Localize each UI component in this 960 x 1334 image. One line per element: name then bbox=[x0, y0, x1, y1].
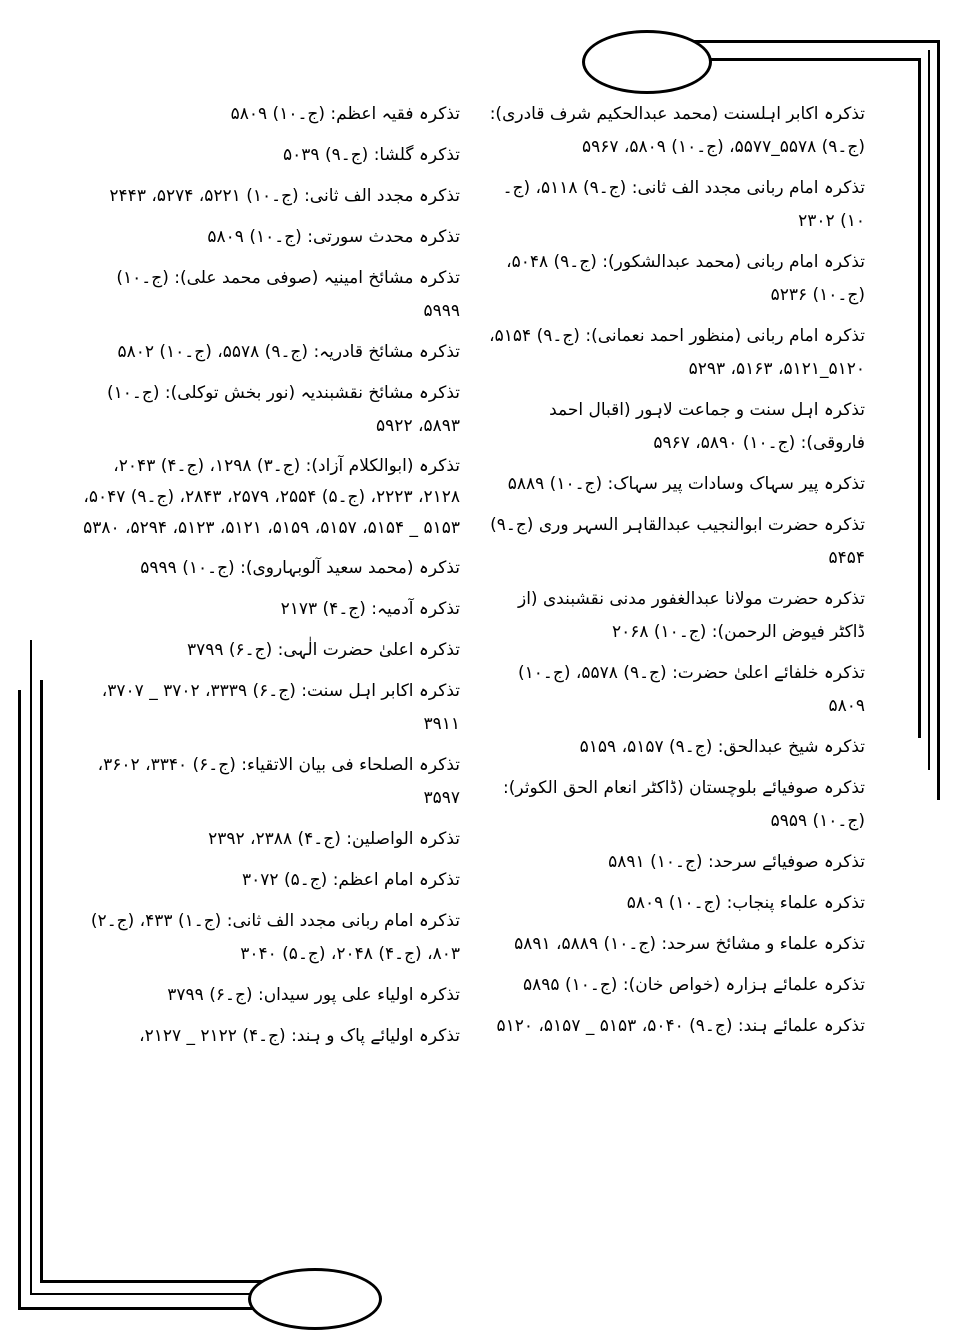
index-entry: تذکرہ مشائخ قادریہ: (ج۔۹) ۵۵۷۸، (ج۔۱۰) ۵۸۰۲ bbox=[117, 342, 460, 362]
index-entry: تذکرہ اعلیٰ حضرت الٰہی: (ج۔۶) ۳۷۹۹ bbox=[186, 640, 460, 660]
index-entry: تذکرہ مشائخ نقشبندیہ (نور بخش توکلی): (ج۔۱۰) ۵۸۹۳، ۵۹۲۲ bbox=[106, 383, 460, 436]
frame-bottom-line-inner bbox=[40, 1280, 265, 1283]
index-entry: تذکرہ شیخ عبدالحق: (ج۔۹) ۵۱۵۷، ۵۱۵۹ bbox=[579, 737, 865, 757]
index-entry: تذکرہ فقیہ اعظم: (ج۔۱۰) ۵۸۰۹ bbox=[230, 104, 460, 124]
index-entry: تذکرہ خلفائے اعلیٰ حضرت: (ج۔۹) ۵۵۷۸، (ج۔۱۰) ۵۸۰۹ bbox=[518, 663, 865, 716]
frame-right-line-mid bbox=[928, 50, 930, 770]
index-entry: تذکرہ (محمد سعید آلوبہاروی): (ج۔۱۰) ۵۹۹۹ bbox=[140, 558, 460, 578]
index-entry: تذکرہ اکابر اہلسنت (محمد عبدالحکیم شرف قادری): (ج۔۹) ۵۵۷۸_۵۵۷۷، (ج۔۱۰) ۵۸۰۹، ۵۹۶۷ bbox=[489, 104, 865, 157]
index-entry: تذکرہ اولیاء علی پور سیداں: (ج۔۶) ۳۷۹۹ bbox=[167, 985, 460, 1005]
index-entry: تذکرہ گلشا: (ج۔۹) ۵۰۳۹ bbox=[283, 145, 460, 165]
frame-bottom-line-outer bbox=[18, 1307, 268, 1310]
index-entry: تذکرہ اہل سنت و جماعت لاہور (اقبال احمد فاروقی): (ج۔۱۰) ۵۸۹۰، ۵۹۶۷ bbox=[549, 400, 865, 453]
frame-top-oval bbox=[582, 30, 712, 94]
index-entry: تذکرہ مشائخ امینیہ (صوفی محمد علی): (ج۔۱۰) ۵۹۹۹ bbox=[116, 268, 460, 321]
index-entry: تذکرہ امام ربانی مجدد الف ثانی: (ج۔۹) ۵۱۱۸، (ج۔۱۰) ۲۳۰۲ bbox=[502, 178, 865, 231]
index-entry: تذکرہ آدمیہ: (ج۔۴) ۲۱۷۳ bbox=[280, 599, 460, 619]
frame-left-line-outer bbox=[18, 690, 21, 1310]
index-entry: تذکرہ محدث سورتی: (ج۔۱۰) ۵۸۰۹ bbox=[207, 227, 460, 247]
frame-top-line-inner bbox=[695, 58, 920, 61]
index-entry: تذکرہ اکابر اہل سنت: (ج۔۶) ۳۳۳۹، ۳۷۰۲ _ ۳۷۰۷، ۳۹۱۱ bbox=[101, 681, 460, 734]
frame-left-line-mid bbox=[30, 640, 32, 1295]
index-entry: تذکرہ حضرت مولانا عبدالغفور مدنی نقشبندی (از ڈاکٹر فیوض الرحمن): (ج۔۱۰) ۲۰۶۸ bbox=[517, 589, 865, 642]
index-entry: تذکرہ (ابوالکلام آزاد): (ج۔۳) ۱۲۹۸، (ج۔۴) ۲۰۴۳، ۲۱۲۸، ۲۲۲۳، (ج۔۵) ۲۵۵۴، ۲۵۷۹، ۲۸۴۳، (ج۔۹) ۵۰۴۷، ۵۱۵۳ _ ۵۱۵۴، ۵۱۵۷، ۵۱۵۹، ۵۱۲۱، ۵۱۲۳، ۵۲۹۴، ۵۳۸۰ bbox=[83, 456, 460, 538]
index-entry: تذکرہ علماء و مشائخ سرحد: (ج۔۱۰) ۵۸۸۹، ۵۸۹۱ bbox=[514, 934, 865, 954]
frame-right-line-outer bbox=[937, 40, 940, 800]
frame-left-line-inner bbox=[40, 680, 43, 1280]
index-entry: تذکرہ مجدد الف ثانی: (ج۔۱۰) ۵۲۲۱، ۵۲۷۴، ۲۴۴۳ bbox=[109, 186, 460, 206]
index-entry: تذکرہ امام اعظم: (ج۔۵) ۳۰۷۲ bbox=[242, 870, 460, 890]
frame-bottom-line-mid bbox=[30, 1293, 265, 1295]
index-entry: تذکرہ الصلحاء فی بیان الاتقیاء: (ج۔۶) ۳۳۴۰، ۳۶۰۲، ۳۵۹۷ bbox=[97, 755, 460, 808]
index-entry: تذکرہ صوفیائے بلوچستان (ڈاکٹر انعام الحق الکوثر): (ج۔۱۰) ۵۹۵۹ bbox=[503, 778, 865, 831]
frame-right-line-inner bbox=[918, 58, 921, 738]
index-entry: تذکرہ علماء پنجاب: (ج۔۱۰) ۵۸۰۹ bbox=[626, 893, 865, 913]
index-entry: تذکرہ علمائے ہزارہ (خواص خان): (ج۔۱۰) ۵۸۹۵ bbox=[523, 975, 865, 995]
index-column-left bbox=[80, 98, 460, 1061]
index-entry: تذکرہ صوفیائے سرحد: (ج۔۱۰) ۵۸۹۱ bbox=[608, 852, 865, 872]
index-entry: تذکرہ علمائے ہند: (ج۔۹) ۵۰۴۰، ۵۱۵۳ _ ۵۱۵۷، ۵۱۲۰ bbox=[496, 1016, 865, 1036]
index-entry: تذکرہ امام ربانی (منظور احمد نعمانی): (ج۔۹) ۵۱۵۴، ۵۱۲۰_۵۱۲۱، ۵۱۶۳، ۵۲۹۳ bbox=[489, 326, 865, 379]
index-entry: تذکرہ اولیائے پاک و ہند: (ج۔۴) ۲۱۲۲ _ ۲۱۲۷، bbox=[139, 1026, 460, 1046]
frame-top-line-outer bbox=[690, 40, 940, 43]
index-entry: تذکرہ الواصلین: (ج۔۴) ۲۳۸۸، ۲۳۹۲ bbox=[208, 829, 460, 849]
index-entry: تذکرہ امام ربانی (محمد عبدالشکور): (ج۔۹) ۵۰۴۸، (ج۔۱۰) ۵۲۳۶ bbox=[506, 252, 865, 305]
index-entry: تذکرہ حضرت ابوالنجیب عبدالقاہر السہر وری (ج۔۹) ۵۴۵۴ bbox=[490, 515, 865, 568]
index-column-right bbox=[485, 98, 865, 1051]
frame-bottom-oval bbox=[248, 1268, 382, 1330]
index-entry: تذکرہ پیر سہاک وسادات پیر سہاک: (ج۔۱۰) ۵۸۸۹ bbox=[507, 474, 865, 494]
index-entry: تذکرہ امام ربانی مجدد الف ثانی: (ج۔۱) ۴۳۳، (ج۔۲) ۸۰۳، (ج۔۴) ۲۰۴۸، (ج۔۵) ۳۰۴۰ bbox=[90, 911, 460, 964]
